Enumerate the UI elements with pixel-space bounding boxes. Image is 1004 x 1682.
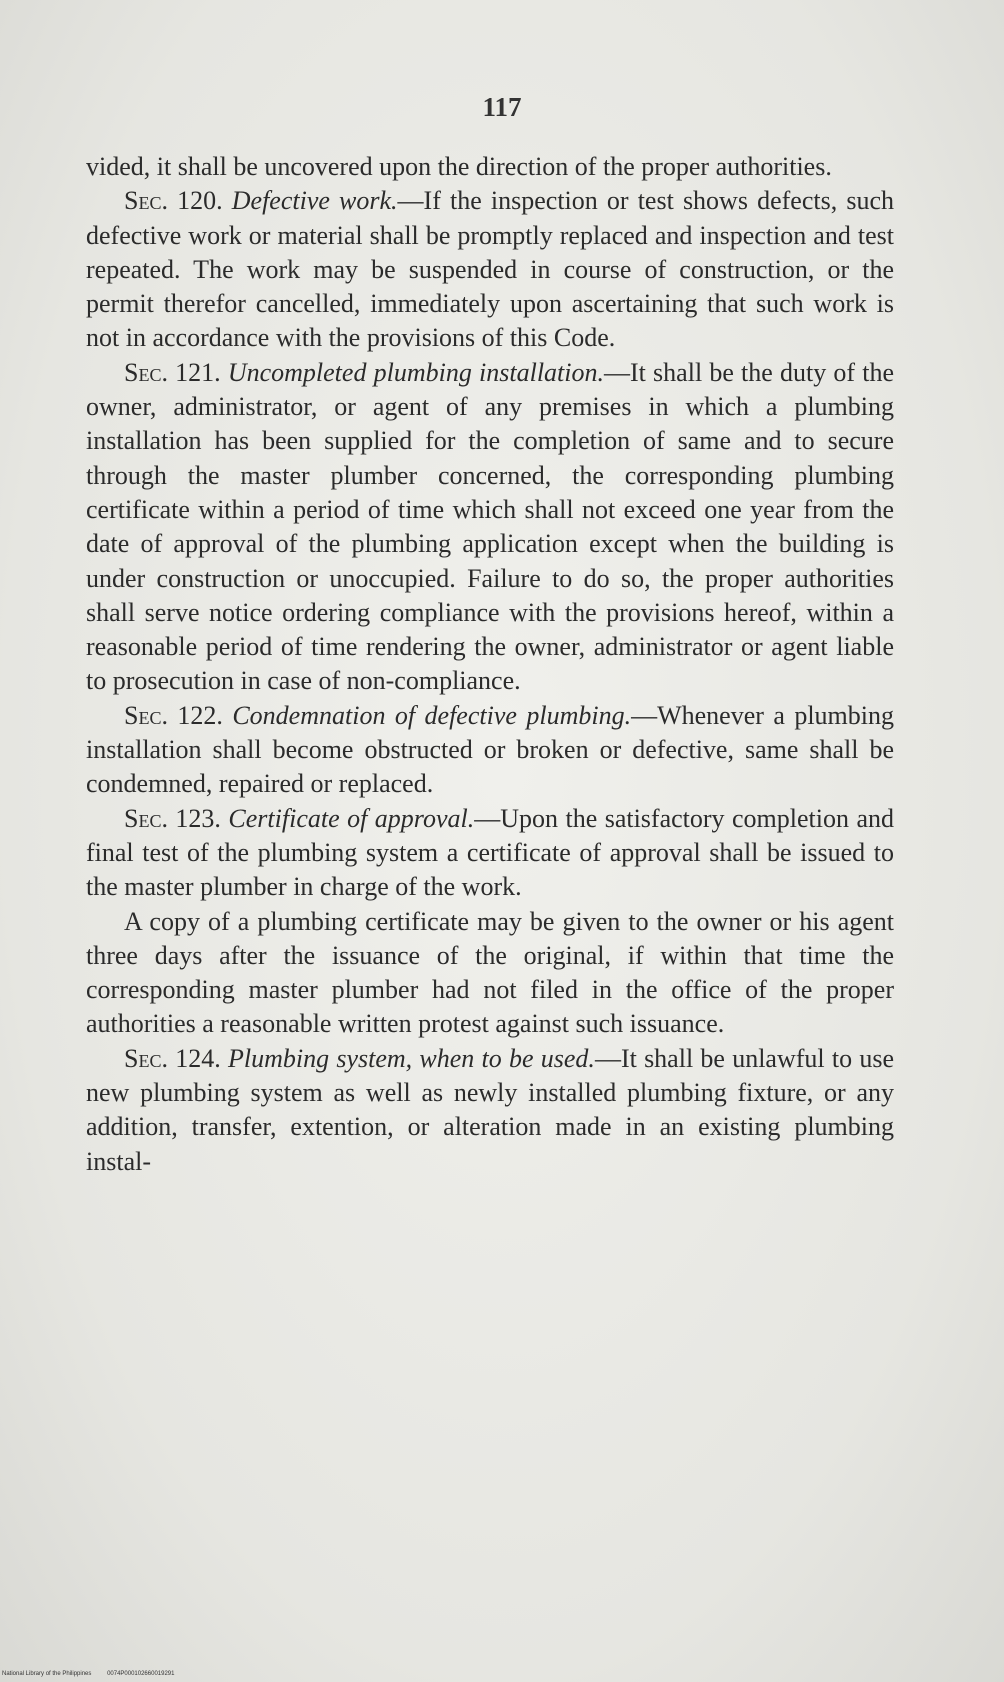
paragraph-text: A copy of a plumbing certificate may be given to the owner or his agent three days after the issuance of the original, if within that time the corresponding master plumber had not filed in the office of the proper authorities a reasonable written protest against such issuance. [86, 906, 894, 1039]
section-paragraph [86, 356, 894, 699]
section-paragraph [86, 1042, 894, 1179]
section-heading: Certificate of approval. [228, 803, 475, 833]
section-number: Sec. 120. [124, 186, 223, 216]
section-heading: Defective work. [231, 186, 398, 216]
section-number: Sec. 122. [124, 700, 223, 730]
library-credit: National Library of the Philippines [2, 1671, 92, 1677]
paragraph [86, 150, 894, 184]
section-number: Sec. 123. [124, 803, 221, 833]
section-paragraph [86, 699, 894, 802]
section-heading: Condemnation of defective plumbing. [232, 700, 632, 730]
page-number: 117 [482, 92, 522, 122]
paragraph [86, 905, 894, 1042]
scan-footer [2, 1671, 174, 1677]
section-heading: Plumbing system, when to be used. [227, 1043, 595, 1073]
section-paragraph [86, 184, 894, 355]
scan-code: 0074P000102660019291 [107, 1671, 175, 1677]
section-heading: Uncompleted plumbing installation. [227, 357, 604, 387]
section-number: Sec. 124. [124, 1043, 221, 1073]
paragraph-text: vided, it shall be uncovered upon the direction of the proper authorities. [86, 152, 832, 181]
paragraph-text: —Whenever a plumbing installation shall become obstructed or broken or defective, same shall be condemned, repaired or replaced. [86, 700, 894, 799]
body-text [86, 150, 894, 1179]
paragraph-text: —Upon the satisfactory completion and final test of the plumbing system a certificate of approval shall be issued to the master plumber in charge of the work. [86, 803, 895, 902]
paragraph-text: —If the inspection or test shows defects, such defective work or material shall be promptly replaced and inspection and test repeated. The work may be suspended in course of construction, or the permit therefor cancelled, immediately upon ascertaining that such work is not in accordance with the provisions of this Code. [86, 186, 895, 353]
section-number: Sec. 121. [124, 357, 221, 387]
paragraph-text: —It shall be the duty of the owner, administrator, or agent of any premises in which a plumbing installation has been supplied for the completion of same and to secure through the master plumber concerned, the corresponding plumbing certificate within a period of time which shall not exceed one year from the date of approval of the plumbing application except when the building is under construction or unoccupied. Failure to do so, the proper authorities shall serve notice ordering compliance with the provisions hereof, within a reasonable period of time rendering the owner, administrator or agent liable to prosecution in case of non-compliance. [86, 357, 895, 696]
section-paragraph [86, 802, 894, 905]
paragraph-text: —It shall be unlawful to use new plumbing system as well as newly installed plumbing fixture, or any addition, transfer, extention, or alteration made in an existing plumbing instal- [86, 1043, 894, 1176]
